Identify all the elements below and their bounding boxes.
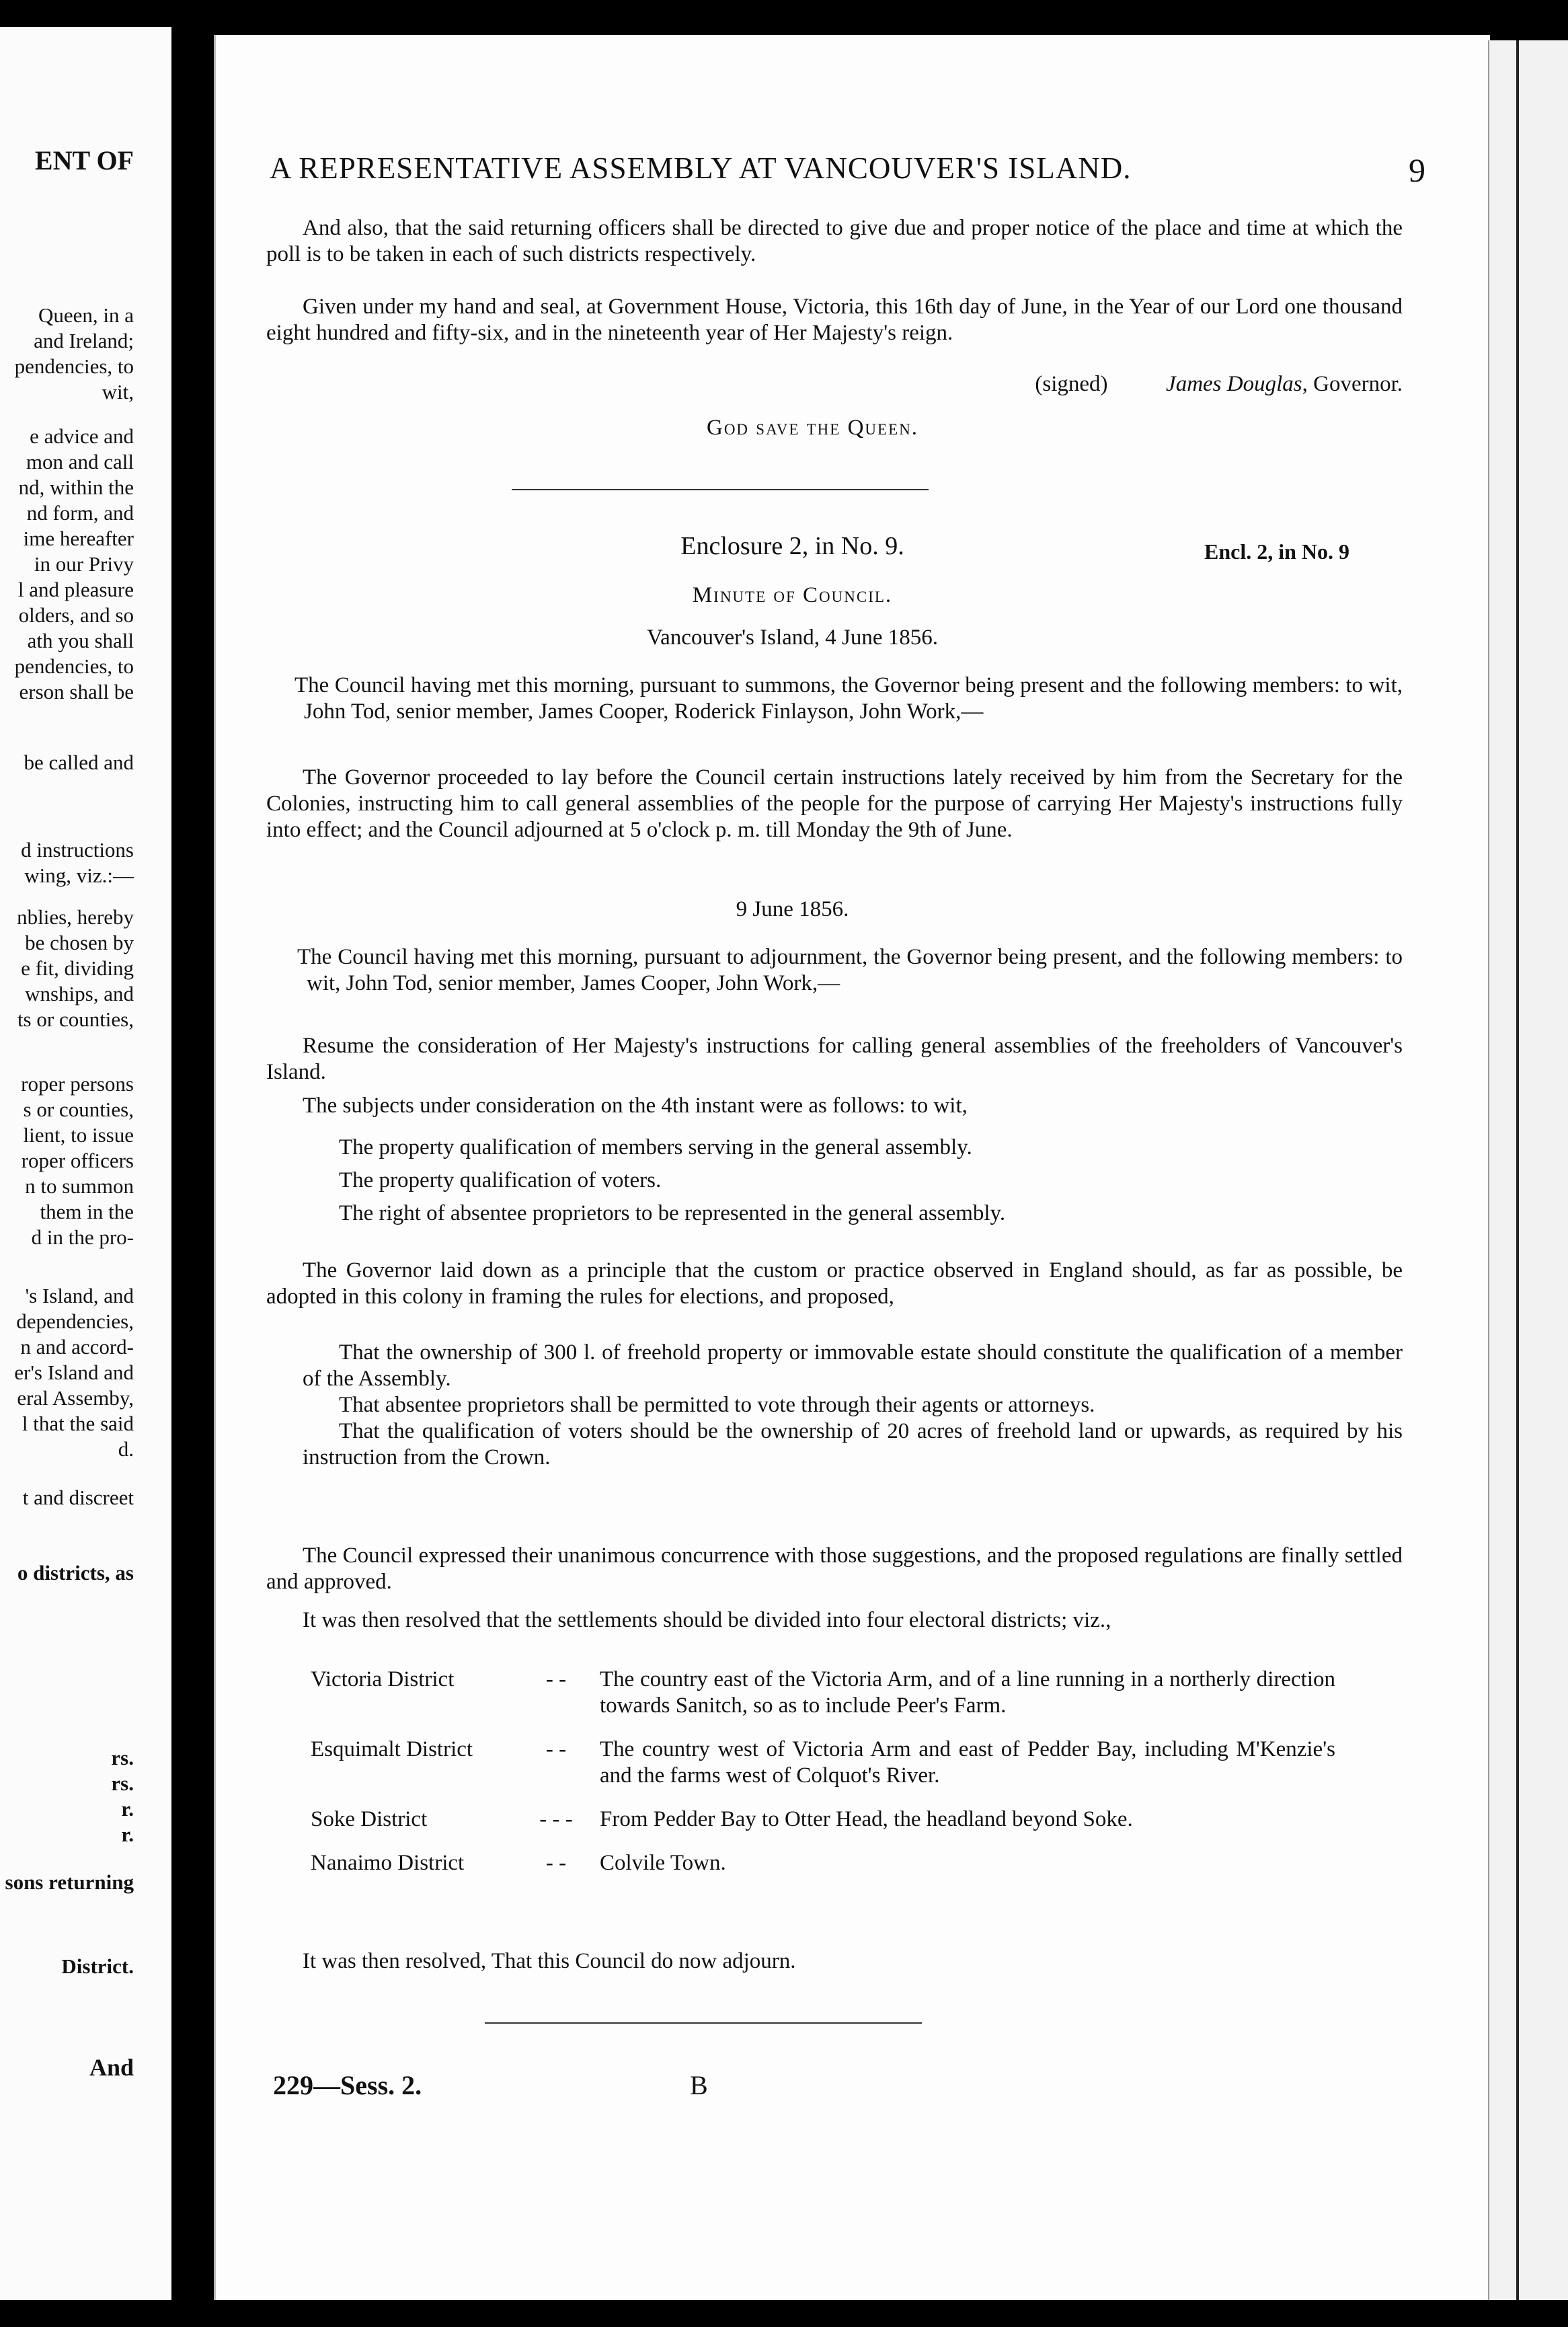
districts-table-wrap — [253, 1663, 1409, 1894]
proposal: That the ownership of 300 l. of freehold property or immovable estate should constitute the qualification of a member of the Assembly. — [303, 1340, 1403, 1391]
left-line: District. — [61, 1954, 134, 1978]
left-line: e fit, dividing — [21, 956, 134, 980]
left-line: nblies, hereby — [17, 905, 134, 929]
left-line: them in the — [40, 1200, 134, 1223]
paragraph-7: The Council expressed their unanimous concurrence with those suggestions, and the proposed regulations are finally settled and approved. — [266, 1543, 1403, 1594]
left-line: nd, within the — [18, 475, 134, 499]
left-line: r. — [121, 1797, 134, 1821]
table-row — [253, 1737, 1396, 1806]
left-line: n and accord- — [20, 1335, 134, 1359]
left-line: erson shall be — [19, 680, 134, 703]
paragraph-4: Resume the consideration of Her Majesty's instructions for calling general assemblies of the freeholders of Vancouver's Island. — [266, 1034, 1403, 1084]
district-name: Nanaimo District — [311, 1851, 465, 1875]
governor-title: , Governor. — [1302, 372, 1403, 396]
footer-signature-mark: B — [690, 2070, 708, 2100]
left-line: d. — [118, 1437, 134, 1461]
date-line-1: Vancouver's Island, 4 June 1856. — [646, 625, 939, 650]
left-line: in our Privy — [34, 552, 134, 576]
minute-heading: Minute of Council. — [692, 583, 893, 607]
proposal: That the qualification of voters should be the ownership of 20 acres of freehold land or upwards, as required by his instruction from the Crown. — [303, 1419, 1403, 1470]
left-line: nd form, and — [26, 501, 134, 525]
left-line: s or counties, — [23, 1098, 134, 1121]
list-item: The right of absentee proprietors to be represented in the general assembly. — [339, 1201, 1006, 1225]
left-line: l and pleasure — [17, 578, 134, 601]
left-line: be chosen by — [25, 931, 134, 954]
proposal: That absentee proprietors shall be permitted to vote through their agents or attorneys. — [339, 1393, 1095, 1417]
left-line: rs. — [111, 1771, 134, 1795]
paragraph-2: The Governor proceeded to lay before the Council certain instructions lately received by him from the Secretary for the Colonies, instructing him to call general assemblies of the people for the purpose of carrying Her Majesty's instructions fully into effect; and the Council adjourned at 5 o'clock p. m. till Monday the 9th of June. — [266, 765, 1403, 842]
left-line: rs. — [111, 1746, 134, 1769]
district-dash: - - - — [539, 1807, 573, 1831]
header-title: A REPRESENTATIVE ASSEMBLY AT VANCOUVER'S ISLAND. — [270, 151, 1132, 185]
date-line-2: 9 June 1856. — [736, 897, 849, 921]
left-line: o districts, as — [17, 1561, 134, 1585]
left-line: sons returning — [5, 1870, 134, 1894]
subjects-list — [266, 1128, 1403, 1233]
paragraph-6: The Governor laid down as a principle that the custom or practice observed in England should, as far as possible, be adopted in this colony in framing the rules for elections, and proposed, — [266, 1258, 1403, 1309]
left-line: Queen, in a — [38, 303, 134, 327]
left-line: r. — [121, 1823, 134, 1846]
paragraph-5: The subjects under consideration on the 4th instant were as follows: to wit, — [303, 1094, 968, 1118]
paragraph-8: It was then resolved that the settlements should be divided into four electoral districts; viz., — [303, 1608, 1111, 1632]
left-line: n to summon — [25, 1174, 134, 1198]
running-header — [270, 151, 1426, 190]
divider — [512, 489, 929, 490]
signature-line — [266, 371, 1423, 397]
table-row — [253, 1806, 1396, 1850]
left-heading: ENT OF — [34, 145, 134, 176]
left-page-fragment — [0, 27, 171, 2300]
page-number: 9 — [1409, 151, 1426, 189]
district-name: Victoria District — [311, 1667, 455, 1691]
paragraph-1: The Council having met this morning, pursuant to summons, the Governor being present and the following members: to wit, John Tod, senior member, James Cooper, Roderick Finlayson, John Work,— — [295, 673, 1403, 724]
districts-table — [253, 1667, 1396, 1894]
district-dash: - - — [545, 1737, 567, 1761]
margin-note: Encl. 2, in No. 9 — [1204, 539, 1350, 564]
left-line: t and discreet — [22, 1486, 134, 1509]
main-page — [214, 35, 1490, 2300]
opening-paragraph: And also, that the said returning officers shall be directed to give due and proper notice of the place and time at which the poll is to be taken in each of such districts respectively. — [266, 216, 1403, 266]
left-line: 's Island, and — [25, 1284, 134, 1307]
left-line: roper persons — [21, 1072, 134, 1096]
left-line: olders, and so — [18, 603, 134, 627]
left-line: And — [89, 2054, 134, 2081]
given-paragraph: Given under my hand and seal, at Government House, Victoria, this 16th day of June, in the Year of our Lord one thousand eight hundred and fifty-six, and in the nineteenth year of Her Majesty's reign. — [266, 295, 1403, 345]
left-line: wing, viz.:— — [24, 864, 134, 887]
left-line: lient, to issue — [23, 1123, 134, 1147]
paragraph-9: It was then resolved, That this Council do now adjourn. — [303, 1949, 796, 1973]
left-line: mon and call — [26, 450, 134, 473]
left-line: ath you shall — [27, 629, 134, 652]
left-line: and Ireland; — [34, 329, 134, 352]
district-description: Colvile Town. — [600, 1851, 726, 1875]
left-line: d in the pro- — [31, 1225, 134, 1249]
left-line: roper officers — [21, 1149, 134, 1172]
district-name: Esquimalt District — [311, 1737, 473, 1761]
table-row — [253, 1667, 1396, 1737]
left-line: er's Island and — [14, 1361, 134, 1384]
left-line: ts or counties, — [17, 1007, 134, 1031]
left-line: wit, — [102, 380, 134, 404]
left-line: l that the said — [22, 1412, 134, 1435]
left-line: pendencies, to — [14, 354, 134, 378]
left-line: eral Assemby, — [17, 1386, 134, 1410]
district-dash: - - — [545, 1851, 567, 1875]
page-edge — [1488, 40, 1568, 2300]
list-item: The property qualification of members serving in the general assembly. — [339, 1135, 972, 1159]
signed-label: (signed) — [1035, 372, 1108, 396]
district-dash: - - — [545, 1667, 567, 1691]
district-description: From Pedder Bay to Otter Head, the headland beyond Soke. — [600, 1807, 1133, 1831]
left-line: pendencies, to — [14, 654, 134, 678]
god-save-the-queen: God save the Queen. — [706, 416, 918, 440]
left-line: wnships, and — [25, 982, 134, 1005]
left-line: be called and — [24, 751, 134, 774]
left-line: d instructions — [21, 838, 134, 862]
divider — [485, 2022, 922, 2024]
left-line: ime hereafter — [23, 527, 134, 550]
district-description: The country east of the Victoria Arm, and of a line running in a northerly direction towards Sanitch, so as to include Peer's Farm. — [600, 1667, 1335, 1718]
district-description: The country west of Victoria Arm and east of Pedder Bay, including M'Kenzie's and the farms west of Colquot's River. — [600, 1737, 1335, 1788]
left-line: dependencies, — [16, 1309, 134, 1333]
proposals-list — [266, 1333, 1403, 1471]
paragraph-3: The Council having met this morning, pursuant to adjournment, the Governor being present, and the following members: to wit, John Tod, senior member, James Cooper, John Work,— — [297, 945, 1403, 995]
list-item: The property qualification of voters. — [339, 1168, 662, 1192]
governor-name: James Douglas — [1166, 372, 1302, 396]
table-row — [253, 1850, 1396, 1894]
district-name: Soke District — [311, 1807, 428, 1831]
footer-session: 229—Sess. 2. — [273, 2070, 422, 2100]
enclosure-heading: Enclosure 2, in No. 9. — [680, 532, 904, 560]
left-line: e advice and — [30, 424, 134, 448]
